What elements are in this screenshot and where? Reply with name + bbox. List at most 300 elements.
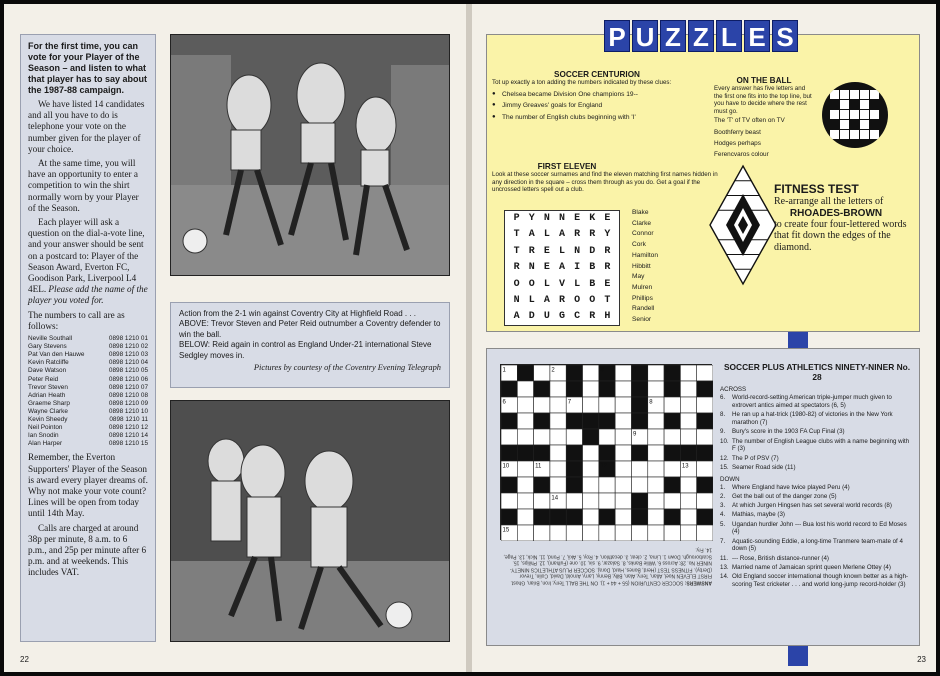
soccer-centurion-puzzle (492, 70, 702, 123)
wordsearch-letter: O (513, 278, 520, 290)
crossword-cell (697, 525, 713, 541)
crossword-number: 12 (600, 463, 608, 470)
left-page (4, 4, 466, 672)
crossword-cell (517, 381, 533, 397)
crossword-block (631, 509, 647, 525)
surname: Hibbitt (632, 262, 651, 270)
player-name: Kevin Ratcliffe (28, 359, 69, 367)
crossword-block (664, 509, 680, 525)
phone-number: 0898 1210 10 (108, 407, 148, 415)
surname: Clarke (632, 219, 652, 227)
centurion-clue: ● Jimmy Greaves' goals for England (492, 100, 702, 112)
across-clue (720, 411, 914, 427)
clue-number: 9. (720, 428, 726, 436)
onball-intro: Every answer has five letters and the first one fits into the top line, but you have to decide where the rest must go. (714, 85, 812, 115)
crossword-block (501, 477, 517, 493)
crossword-block (566, 509, 582, 525)
onball-cell (830, 90, 839, 99)
wordsearch-row (505, 277, 619, 293)
word-search-grid (504, 210, 620, 326)
clue-text: Ugandan hurdler John --- Bua lost his world record to Ed Moses (4) (732, 520, 907, 536)
crossword-block (680, 445, 696, 461)
vote-paragraph-3-text: Each player will ask a question on the dial-a-vote line, and your answer should be sent on a postcard to: Player of the Season Award, Everton FC, Goodison Park, Liverpool L4 4EL. (28, 217, 145, 295)
crossword-cell (550, 381, 566, 397)
wordsearch-letter: E (543, 245, 550, 257)
crossword-cell (631, 477, 647, 493)
wordsearch-letter: U (543, 311, 550, 323)
crossword-cell (583, 381, 599, 397)
crossword-block (517, 365, 533, 381)
photo-caption-box (170, 302, 450, 388)
vote-paragraph-3-note: Please add the name of the player you voted for. (28, 284, 148, 306)
fitness-name: RHOADES-BROWN (789, 207, 883, 219)
wordsearch-letter: C (574, 311, 581, 323)
clue-number: 13. (720, 563, 729, 571)
crossword-block (566, 365, 582, 381)
page-number-right: 23 (917, 655, 926, 664)
phone-number: 0898 1210 06 (108, 375, 148, 383)
crossword-cell (583, 493, 599, 509)
athletics-title: SOCCER PLUS ATHLETICS NINETY-NINER No. 28 (723, 362, 911, 382)
photo-top-match-action (170, 34, 450, 276)
player-name: Gary Stevens (28, 343, 67, 351)
onball-title: ON THE BALL (736, 76, 792, 85)
crossword-cell (680, 365, 696, 381)
crossword-block (501, 445, 517, 461)
surname: Mulren (632, 283, 653, 291)
wordsearch-letter: R (574, 229, 581, 241)
onball-cell (870, 130, 879, 139)
crossword-cell (615, 429, 631, 445)
centurion-clue: ● The number of English clubs beginning with 'I' (492, 112, 702, 124)
clue-number: 11. (720, 554, 729, 562)
first-eleven-puzzle (492, 162, 720, 194)
answers-upside-down (502, 546, 712, 586)
across-clue (720, 455, 914, 463)
player-name: Peter Reid (28, 375, 59, 383)
player-name: Kevin Sheedy (28, 416, 68, 423)
clue-text: Where England have twice played Peru (4) (732, 483, 850, 491)
crossword-cell (615, 509, 631, 525)
crossword-cell (648, 445, 664, 461)
vote-paragraph-4: Remember, the Everton Supporters' Player of the Season is award every player dreams of. Why not make your vote count? Lines will be open from today until 14th May. (28, 452, 148, 519)
phone-number: 0898 1210 04 (108, 359, 148, 367)
phone-number-row (28, 432, 148, 440)
centurion-intro: Tot up exactly a ton adding the numbers indicated by these clues: (492, 79, 672, 86)
clue-text: --- Rose, British distance-runner (4) (732, 554, 829, 562)
crossword-block (631, 381, 647, 397)
crossword-cell (615, 477, 631, 493)
clue-number: 12. (720, 454, 729, 462)
crossword-cell (631, 461, 647, 477)
onball-cell (850, 90, 859, 99)
crossword-block (697, 445, 713, 461)
wordsearch-letter: N (513, 294, 520, 306)
crossword-block (566, 445, 582, 461)
down-clue-list (720, 484, 914, 589)
wordsearch-letter: D (528, 311, 535, 323)
vote-paragraph-3 (28, 217, 148, 307)
player-name: Neil Pointon (28, 424, 63, 432)
wordsearch-letter: V (558, 278, 565, 290)
across-clue (720, 464, 914, 472)
crossword-cell (534, 365, 550, 381)
crossword-block (534, 445, 550, 461)
crossword-number: 9 (632, 431, 637, 438)
crossword-cell (697, 365, 713, 381)
down-clue (720, 521, 914, 537)
phone-number: 0898 1210 12 (108, 424, 148, 432)
crossword-cell (583, 477, 599, 493)
page-number-left: 22 (20, 655, 29, 664)
crossword-block (583, 429, 599, 445)
wordsearch-letter: N (543, 213, 550, 224)
answers-title: ANSWERS: (684, 579, 712, 586)
crossword-cell (566, 493, 582, 509)
onball-cell (840, 120, 849, 129)
crossword-cell (680, 397, 696, 413)
crossword-clues (720, 362, 914, 589)
vote-paragraph-5: Calls are charged at around 38p per minute, 8 a.m. to 6 p.m., and 25p per minute after 6 p.m. and at weekends. This includes VAT. (28, 522, 147, 578)
wordsearch-letter: B (589, 278, 596, 290)
wordsearch-letter: O (589, 294, 596, 306)
crossword-cell (599, 429, 615, 445)
surname: Cork (632, 241, 646, 249)
crossword-block (501, 413, 517, 429)
fitness-text-2: to create four four-lettered words that fit down the edges of the diamond. (774, 218, 907, 253)
wordsearch-letter: R (604, 245, 611, 257)
player-name: Trevor Steven (28, 383, 68, 391)
across-clue-list (720, 394, 914, 471)
crossword-cell (648, 477, 664, 493)
phone-number-row (28, 359, 148, 367)
phone-number: 0898 1210 01 (108, 335, 148, 343)
crossword-cell (615, 461, 631, 477)
crossword-block (566, 381, 582, 397)
wordsearch-letter: E (574, 213, 581, 224)
across-label: ACROSS (720, 386, 747, 393)
onball-clue: Ferencvaros colour (714, 150, 769, 158)
on-the-ball-puzzle (714, 76, 814, 160)
title-letter: L (716, 20, 742, 52)
crossword-number: 1 (502, 367, 506, 374)
title-letter: U (632, 20, 658, 52)
wordsearch-letter: T (513, 229, 520, 241)
phone-number-row (28, 335, 148, 343)
wordsearch-letter: D (589, 245, 596, 257)
clue-number: 5. (720, 520, 726, 528)
onball-clue: Hodges perhaps (714, 139, 761, 147)
crossword-grid (500, 364, 712, 540)
crossword-cell (615, 413, 631, 429)
wordsearch-letter: A (558, 262, 565, 274)
crossword-cell (648, 413, 664, 429)
crossword-cell (566, 525, 582, 541)
phone-number-row (28, 367, 148, 375)
clue-text: Mathias, maybe (3) (732, 511, 785, 519)
crossword-cell (648, 429, 664, 445)
crossword-cell (517, 477, 533, 493)
crossword-cell (501, 429, 517, 445)
crossword-cell (599, 525, 615, 541)
crossword-cell (583, 365, 599, 381)
phone-number-list (28, 335, 148, 448)
crossword-block (697, 381, 713, 397)
wordsearch-letter: A (543, 294, 550, 306)
surname: Connor (632, 230, 654, 238)
wordsearch-letter: L (528, 294, 535, 306)
down-clue (720, 555, 914, 563)
eleven-title: FIRST ELEVEN (537, 162, 597, 171)
crossword-cell (680, 525, 696, 541)
crossword-block (664, 477, 680, 493)
crossword-cell (550, 397, 566, 413)
down-clue (720, 493, 914, 501)
wordsearch-letter: R (513, 262, 520, 274)
crossword-cell (680, 477, 696, 493)
crossword-cell (599, 477, 615, 493)
crossword-number: 6 (502, 399, 506, 406)
caption-line-1: Action from the 2-1 win against Coventry City at Highfield Road . . . (179, 309, 416, 318)
wordsearch-letter: K (589, 213, 596, 224)
crossword-cell (680, 509, 696, 525)
wordsearch-letter: R (589, 229, 596, 241)
surname: Hamilton (632, 251, 659, 259)
crossword-cell (583, 397, 599, 413)
down-clue (720, 511, 914, 519)
onball-clue: The 'T' of TV often on TV (714, 117, 785, 125)
title-letter: S (772, 20, 798, 52)
across-clue (720, 394, 914, 410)
crossword-cell (583, 525, 599, 541)
onball-cell (840, 110, 849, 119)
wordsearch-letter: A (513, 311, 520, 323)
right-page (472, 4, 936, 672)
eleven-intro: Look at these soccer surnames and find the eleven matching first names hidden in any direction in the square – cross them through as you do. Get a goal if the uncrossed letters spell out a club. (492, 171, 718, 194)
wordsearch-letter: A (558, 229, 565, 241)
onball-cell (860, 130, 869, 139)
crossword-cell (599, 397, 615, 413)
crossword-cell (680, 493, 696, 509)
crossword-cell (566, 429, 582, 445)
centurion-clue: ● Chelsea became Division One champions 19-- (492, 89, 702, 101)
photo-bottom-match-action (170, 400, 450, 642)
crossword-cell (517, 429, 533, 445)
crossword-cell (664, 429, 680, 445)
onball-cell (850, 110, 859, 119)
wordsearch-letter: Y (604, 229, 611, 241)
clue-text: Bury's score in the 1903 FA Cup Final (3) (732, 428, 845, 436)
crossword-block (501, 381, 517, 397)
wordsearch-letter: R (604, 262, 611, 274)
onball-cell (830, 130, 839, 139)
crossword-cell (583, 445, 599, 461)
crossword-cell (697, 429, 713, 445)
fitness-text-1: Re-arrange all the letters of (774, 196, 884, 207)
crossword-block (599, 381, 615, 397)
phone-number-row (28, 408, 148, 416)
crossword-cell (615, 365, 631, 381)
phone-number: 0898 1210 08 (108, 391, 148, 399)
crossword-cell (680, 413, 696, 429)
crossword-cell (631, 525, 647, 541)
phone-number-row (28, 343, 148, 351)
onball-cell (870, 110, 879, 119)
crossword-block (534, 509, 550, 525)
crossword-number: 7 (567, 399, 572, 406)
crossword-block (517, 445, 533, 461)
crossword-cell (517, 461, 533, 477)
caption-line-2: ABOVE: Trevor Steven and Peter Reid outnumber a Coventry defender to win the ball. (179, 319, 441, 339)
down-clue (720, 564, 914, 572)
phone-number: 0898 1210 05 (108, 367, 148, 375)
crossword-block (697, 509, 713, 525)
wordsearch-letter: R (528, 245, 535, 257)
clue-text: At which Jurgen Hingsen has set several world records (8) (732, 502, 892, 510)
crossword-cell (615, 493, 631, 509)
crossword-cell (615, 525, 631, 541)
crossword-block (583, 413, 599, 429)
onball-cell (860, 90, 869, 99)
surname: Senior (632, 316, 652, 324)
crossword-block (534, 413, 550, 429)
crossword-block (631, 397, 647, 413)
clue-number: 6. (720, 394, 726, 402)
phone-number: 0898 1210 15 (108, 440, 148, 448)
surname: Randell (632, 305, 655, 313)
vote-paragraph-2: At the same time, you will have an opportunity to enter a competition to win the shirt normally worn by your Player of the Season. (28, 158, 139, 213)
crossword-cell (664, 397, 680, 413)
phone-number-row (28, 416, 148, 424)
phone-number-row (28, 400, 148, 408)
wordsearch-letter: E (543, 262, 550, 274)
down-clue (720, 484, 914, 492)
crossword-block (664, 445, 680, 461)
clue-number: 15. (720, 463, 729, 471)
clue-number: 10. (720, 437, 729, 445)
blue-divider-bottom (788, 646, 808, 666)
crossword-number: 4 (632, 367, 637, 374)
phone-number: 0898 1210 02 (108, 343, 148, 351)
onball-cell (860, 110, 869, 119)
wordsearch-letter: A (528, 229, 535, 241)
player-name: Wayne Clarke (28, 407, 68, 415)
crossword-cell (599, 493, 615, 509)
centurion-title: SOCCER CENTURION (554, 70, 640, 79)
wordsearch-letter: G (558, 311, 565, 323)
crossword-cell (615, 397, 631, 413)
crossword-block (697, 477, 713, 493)
crossword-block (566, 461, 582, 477)
clue-text: The number of English League clubs with a name beginning with F (3) (732, 437, 910, 453)
phone-number-row (28, 384, 148, 392)
crossword-cell (697, 397, 713, 413)
phone-number-row (28, 376, 148, 384)
caption-line-3: BELOW: Reid again in control as England Under-21 international Steve Sedgley moves in. (179, 340, 432, 360)
crossword-cell (550, 445, 566, 461)
crossword-number: 3 (600, 367, 604, 374)
crossword-cell (501, 493, 517, 509)
crossword-block (631, 445, 647, 461)
wordsearch-letter: H (604, 311, 611, 323)
crossword-cell (697, 493, 713, 509)
crossword-cell (615, 445, 631, 461)
wordsearch-letter: L (558, 245, 565, 257)
phone-number: 0898 1210 03 (108, 351, 148, 359)
crossword-cell (534, 429, 550, 445)
title-letter: E (744, 20, 770, 52)
surname: Phillips (632, 294, 653, 302)
crossword-cell (648, 509, 664, 525)
numbers-intro: The numbers to call are as follows: (28, 309, 125, 331)
clue-text: Seamer Road side (11) (732, 463, 796, 471)
crossword-cell (517, 509, 533, 525)
crossword-cell (648, 365, 664, 381)
vote-intro: For the first time, you can vote for your Player of the Season – and listen to what that player has to say about the 1987-88 campaign. (28, 41, 148, 95)
phone-number: 0898 1210 11 (109, 416, 148, 423)
down-clue (720, 502, 914, 510)
crossword-block (501, 509, 517, 525)
wordsearch-row (505, 244, 619, 260)
crossword-block (631, 413, 647, 429)
crossword-block (599, 445, 615, 461)
title-letter: Z (688, 20, 714, 52)
crossword-cell (680, 429, 696, 445)
onball-cell (860, 120, 869, 129)
title-letter: Z (660, 20, 686, 52)
wordsearch-letter: R (589, 311, 596, 323)
crossword-cell (517, 525, 533, 541)
crossword-cell (517, 397, 533, 413)
centurion-clue-list (492, 89, 702, 124)
onball-cell (870, 90, 879, 99)
down-label: DOWN (720, 475, 740, 483)
phone-number: 0898 1210 09 (108, 399, 148, 407)
vote-paragraph-1: We have listed 14 candidates and all you have to do is telephone your vote on the number given for the player of your choice. (28, 99, 145, 154)
surname: Blake (632, 209, 649, 216)
crossword-cell (517, 493, 533, 509)
clue-text: Old England soccer international though known better as a high-scoring Test cricketer . . . and world long-jump record-holder (3) (732, 573, 909, 588)
clue-text: The P of PSV (7) (732, 454, 779, 462)
fitness-title: FITNESS TEST (774, 182, 859, 196)
clue-text: Get the ball out of the danger zone (5) (732, 493, 837, 501)
on-the-ball-grid (822, 82, 888, 148)
wordsearch-letter: I (574, 262, 581, 274)
crossword-number: 8 (649, 399, 653, 406)
wordsearch-letter: P (513, 213, 520, 224)
puzzles-title (604, 20, 798, 52)
crossword-number: 13 (681, 463, 689, 470)
crossword-number: 11 (535, 463, 542, 470)
crossword-cell (550, 413, 566, 429)
crossword-cell (648, 525, 664, 541)
crossword-cell (648, 381, 664, 397)
wordsearch-letter: R (558, 294, 565, 306)
crossword-cell (648, 461, 664, 477)
crossword-cell (534, 525, 550, 541)
crossword-cell (615, 381, 631, 397)
player-name: Alan Harper (28, 440, 63, 448)
crossword-block (599, 509, 615, 525)
onball-cell (860, 100, 869, 109)
clue-number: 14. (720, 573, 729, 580)
phone-number: 0898 1210 14 (108, 432, 148, 440)
crossword-number: 14 (551, 495, 559, 502)
crossword-number: 15 (502, 527, 510, 534)
crossword-block (566, 413, 582, 429)
wordsearch-letter: L (543, 229, 550, 241)
wordsearch-letter: Y (528, 213, 535, 224)
